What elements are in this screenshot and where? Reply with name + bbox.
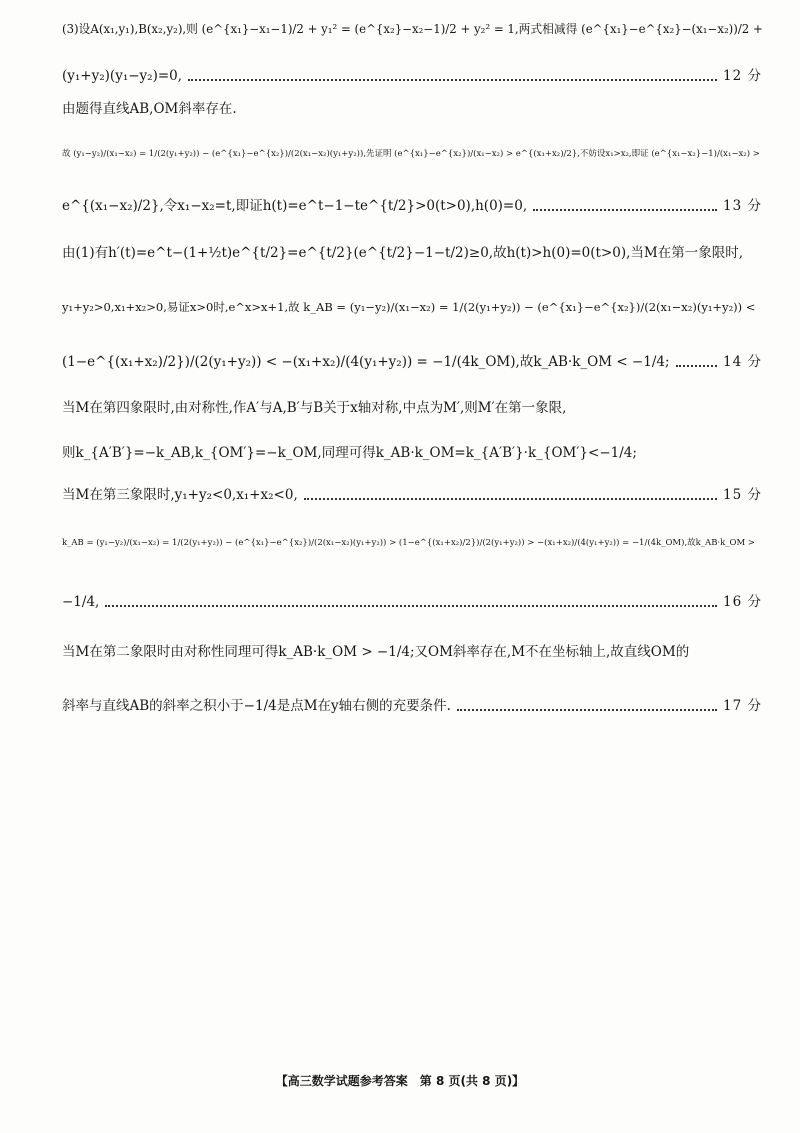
solution-line-13 xyxy=(62,596,762,610)
solution-line-1: (3)设A(x₁,y₁),B(x₂,y₂),则 (e^{x₁}−x₁−1)/2 + y₁² = (e^{x₂}−x₂−1)/2 + y₂² = 1,两式相减得 (e^{x₁}−e^{x₂}−(x₁−x₂))/2 + xyxy=(62,22,763,36)
dot-leader xyxy=(105,605,717,607)
solution-line-8-text: (1−e^{(x₁+x₂)/2})/(2(y₁+y₂)) < −(x₁+x₂)/(4(y₁+y₂)) = −1/(4k_OM),故k_AB·k_OM < −1/4; xyxy=(62,354,670,370)
solution-line-10: 则k_{A′B′}=−k_AB,k_{OM′}=−k_OM,同理可得k_AB·k_OM=k_{A′B′}·k_{OM′}<−1/4; xyxy=(62,445,637,461)
solution-line-15 xyxy=(62,700,762,714)
solution-line-9: 当M在第四象限时,由对称性,作A′与A,B′与B关于x轴对称,中点为M′,则M′在第一象限, xyxy=(62,400,567,416)
solution-line-2 xyxy=(62,70,762,84)
solution-line-3: 由题得直线AB,OM斜率存在. xyxy=(62,101,237,117)
score-15: 15 分 xyxy=(723,487,762,503)
solution-line-5-text: e^{(x₁−x₂)/2},令x₁−x₂=t,即证h(t)=e^t−1−te^{t/2}>0(t>0),h(0)=0, xyxy=(62,198,528,214)
solution-line-14: 当M在第二象限时由对称性同理可得k_AB·k_OM > −1/4;又OM斜率存在,M不在坐标轴上,故直线OM的 xyxy=(62,644,690,660)
solution-line-6: 由(1)有h′(t)=e^t−(1+½t)e^{t/2}=e^{t/2}(e^{t/2}−1−t/2)≥0,故h(t)>h(0)=0(t>0),当M在第一象限时, xyxy=(62,245,744,261)
solution-line-11 xyxy=(62,489,762,503)
score-12: 12 分 xyxy=(723,68,762,84)
dot-leader xyxy=(676,365,718,367)
solution-line-7: y₁+y₂>0,x₁+x₂>0,易证x>0时,e^x>x+1,故 k_AB = (y₁−y₂)/(x₁−x₂) = 1/(2(y₁+y₂)) − (e^{x₁}−e^{x₂})/(2(x₁−x₂)(y₁+y₂)) < xyxy=(62,300,756,314)
page-footer: 【高三数学试题参考答案 第 8 页(共 8 页)】 xyxy=(275,1074,525,1088)
solution-line-2-text: (y₁+y₂)(y₁−y₂)=0, xyxy=(62,68,183,84)
solution-line-8 xyxy=(62,356,762,370)
solution-line-15-text: 斜率与直线AB的斜率之积小于−1/4是点M在y轴右侧的充要条件. xyxy=(62,698,451,714)
score-14: 14 分 xyxy=(723,354,762,370)
solution-line-13-text: −1/4, xyxy=(62,594,100,610)
solution-line-11-text: 当M在第三象限时,y₁+y₂<0,x₁+x₂<0, xyxy=(62,487,298,503)
solution-line-12: k_AB = (y₁−y₂)/(x₁−x₂) = 1/(2(y₁+y₂)) − (e^{x₁}−e^{x₂})/(2(x₁−x₂)(y₁+y₂)) > (1−e^{(x₁+x₂)/2})/(2(y₁+y₂)) > −(x₁+x₂)/(4(y₁+y₂)) = −1/(4k_OM),故k_AB·k_OM > xyxy=(62,538,756,548)
score-17: 17 分 xyxy=(723,698,762,714)
score-16: 16 分 xyxy=(723,594,762,610)
dot-leader xyxy=(188,79,717,81)
dot-leader xyxy=(304,498,717,500)
solution-line-4: 故 (y₁−y₂)/(x₁−x₂) = 1/(2(y₁+y₂)) − (e^{x₁}−e^{x₂})/(2(x₁−x₂)(y₁+y₂)),先证明 (e^{x₁}−e^{x₂})/(x₁−x₂) > e^{(x₁+x₂)/2},不妨设x₁>x₂,即证 (e^{x₁−x₂}−1)/(x₁−x₂) > xyxy=(62,149,760,159)
dot-leader xyxy=(533,209,717,211)
dot-leader xyxy=(457,709,717,711)
solution-line-5 xyxy=(62,200,762,214)
score-13: 13 分 xyxy=(723,198,762,214)
